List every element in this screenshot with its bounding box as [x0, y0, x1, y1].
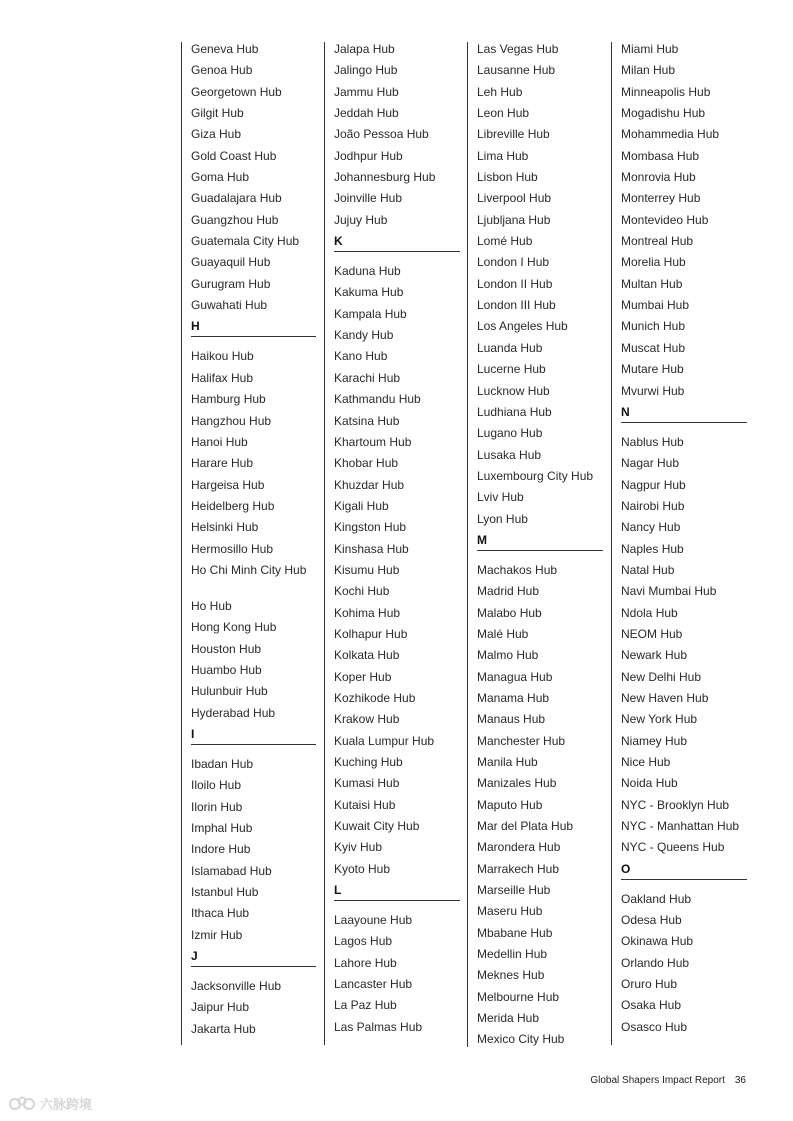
hub-list-item: Miami Hub: [621, 42, 679, 56]
hub-list-item: Malmo Hub: [477, 648, 539, 663]
hub-list-item: Marrakech Hub: [477, 861, 560, 876]
hub-list-item: Khobar Hub: [334, 456, 399, 471]
hub-column-1: [181, 42, 316, 1045]
section-letter-n: N: [621, 405, 747, 423]
hub-list-item: Georgetown Hub: [191, 84, 282, 99]
hub-list-item: Mvurwi Hub: [621, 383, 685, 398]
hub-list-item: Montreal Hub: [621, 234, 694, 249]
hub-list-item: Malé Hub: [477, 626, 529, 641]
hub-list-item: NYC - Brooklyn Hub: [621, 797, 730, 812]
watermark-logo-icon: [8, 1095, 36, 1113]
section-letter-i: I: [191, 727, 316, 745]
hub-list-item: Okinawa Hub: [621, 934, 694, 949]
hub-list-item: Guwahati Hub: [191, 298, 268, 313]
hub-list-item: Izmir Hub: [191, 927, 243, 942]
hub-list-item: Niamey Hub: [621, 733, 688, 748]
hub-list-item: Marondera Hub: [477, 840, 561, 855]
page-footer: [590, 1075, 746, 1086]
hub-list-item: Manama Hub: [477, 690, 550, 705]
hub-list-item: Gold Coast Hub: [191, 148, 277, 163]
hub-list-item: Los Angeles Hub: [477, 319, 568, 334]
hub-list-item: Hargeisa Hub: [191, 477, 265, 492]
hub-list-item: Ho Hub: [191, 598, 232, 613]
hub-list-item: Nice Hub: [621, 755, 671, 769]
hub-list-item: João Pessoa Hub: [334, 127, 429, 142]
hub-list-item: Morelia Hub: [621, 255, 686, 270]
hub-list-item: Machakos Hub: [477, 562, 558, 577]
hub-list-item: Jeddah Hub: [334, 106, 399, 121]
hub-list-item: Kuching Hub: [334, 755, 403, 769]
hub-list-item: London III Hub: [477, 298, 556, 313]
hub-list-item: Kutaisi Hub: [334, 797, 396, 812]
section-letter-o: O: [621, 862, 747, 880]
hub-list-item: Melbourne Hub: [477, 989, 560, 1004]
hub-list-item: Houston Hub: [191, 641, 262, 656]
hub-list-item: Guayaquil Hub: [191, 255, 271, 270]
hub-list-item: Malabo Hub: [477, 605, 542, 620]
hub-list-item: Lugano Hub: [477, 426, 543, 441]
hub-list-item: Maseru Hub: [477, 904, 543, 919]
hub-list-item: Lomé Hub: [477, 234, 533, 249]
hub-list-item: Lisbon Hub: [477, 170, 538, 185]
hub-list-item: Navi Mumbai Hub: [621, 584, 717, 599]
hub-list-item: Huambo Hub: [191, 662, 262, 677]
hub-list-item: Jaipur Hub: [191, 1000, 250, 1015]
hub-list-item: Leh Hub: [477, 84, 523, 99]
hub-list-item: Krakow Hub: [334, 712, 400, 727]
hub-list-item: Hangzhou Hub: [191, 413, 272, 428]
hub-list-item: Oruro Hub: [621, 977, 678, 992]
hub-list-item: Manizales Hub: [477, 776, 557, 791]
hub-list-item: Kinshasa Hub: [334, 541, 409, 556]
watermark-text: 六脉跨境: [40, 1097, 93, 1112]
hub-list-item: Lima Hub: [477, 148, 529, 163]
hub-list-item: Lancaster Hub: [334, 977, 413, 992]
hub-list-item: Jodhpur Hub: [334, 148, 403, 163]
hub-list-item: Nablus Hub: [621, 434, 684, 449]
hub-list-item: Liverpool Hub: [477, 191, 552, 206]
hub-list-item: Goma Hub: [191, 170, 250, 185]
page-number: 36: [734, 1075, 746, 1086]
hub-list-item: Joinville Hub: [334, 191, 403, 206]
hub-list-item: Hyderabad Hub: [191, 705, 276, 720]
hub-list-item: Gurugram Hub: [191, 276, 271, 291]
hub-list-item: Kozhikode Hub: [334, 690, 416, 705]
hub-list-item: Merida Hub: [477, 1011, 540, 1026]
hub-list-item: Jalingo Hub: [334, 63, 398, 78]
hub-list-item: Leon Hub: [477, 106, 530, 121]
hub-list-item: Mbabane Hub: [477, 925, 553, 940]
hub-list-item: Newark Hub: [621, 648, 688, 663]
hub-list-item: NYC - Manhattan Hub: [621, 819, 740, 834]
hub-list-item: Guadalajara Hub: [191, 191, 282, 206]
hub-list-item: Naples Hub: [621, 541, 684, 556]
hub-list-item: Jalapa Hub: [334, 42, 395, 56]
hub-list-item: Heidelberg Hub: [191, 498, 275, 513]
hub-list-item: Luanda Hub: [477, 340, 543, 355]
hub-list-item: Jammu Hub: [334, 84, 399, 99]
hub-list-item: Kathmandu Hub: [334, 392, 421, 407]
hub-list-item: Ljubljana Hub: [477, 212, 551, 227]
hub-list-item: Jujuy Hub: [334, 212, 388, 227]
hub-list-item: Iloilo Hub: [191, 778, 242, 793]
hub-list-item: Manila Hub: [477, 755, 538, 769]
hub-list-item: Imphal Hub: [191, 821, 253, 835]
hub-list-item: Minneapolis Hub: [621, 84, 711, 99]
hub-list-item: New Delhi Hub: [621, 669, 702, 684]
hub-list-item: Hanoi Hub: [191, 434, 248, 449]
hub-list-item: Helsinki Hub: [191, 520, 259, 535]
hub-list-item: Kumasi Hub: [334, 776, 400, 791]
hub-list-item: Monterrey Hub: [621, 191, 701, 206]
hub-list-item: Kigali Hub: [334, 498, 389, 513]
hub-list-item: Osasco Hub: [621, 1019, 688, 1034]
hub-list-item: Mogadishu Hub: [621, 106, 706, 121]
hub-list-item: Kuala Lumpur Hub: [334, 733, 435, 748]
hub-list-item: Kandy Hub: [334, 328, 394, 343]
hub-list-item: Kano Hub: [334, 349, 388, 364]
hub-list-item: Mohammedia Hub: [621, 127, 720, 142]
hub-list-item: Nairobi Hub: [621, 498, 685, 513]
hub-list-item: Kolhapur Hub: [334, 626, 408, 641]
hub-list-item: Kuwait City Hub: [334, 819, 420, 834]
hub-list-item: Lucerne Hub: [477, 362, 546, 377]
hub-list-item: Mar del Plata Hub: [477, 819, 574, 834]
hub-list-item: NEOM Hub: [621, 626, 683, 641]
hub-list-item: Mombasa Hub: [621, 148, 700, 163]
hub-list-item: Meknes Hub: [477, 968, 545, 983]
hub-list-item: Natal Hub: [621, 562, 675, 577]
hub-list-item: Luxembourg City Hub: [477, 468, 594, 483]
hub-list-item: Haikou Hub: [191, 349, 254, 364]
hub-list-item: Kyiv Hub: [334, 840, 383, 855]
hub-list-item: NYC - Queens Hub: [621, 840, 725, 855]
hub-list-item: Noida Hub: [621, 776, 678, 791]
hub-list-item: Monrovia Hub: [621, 170, 696, 185]
hub-list-item: Mexico City Hub: [477, 1032, 565, 1047]
hub-list-item: New York Hub: [621, 712, 698, 727]
watermark: [8, 1094, 92, 1113]
hub-list-item: Khartoum Hub: [334, 434, 412, 449]
hub-list-item: Kohima Hub: [334, 605, 401, 620]
report-title: Global Shapers Impact Report: [590, 1075, 725, 1086]
hub-list-item: Khuzdar Hub: [334, 477, 405, 492]
hub-list-item: Lahore Hub: [334, 955, 397, 970]
hub-list-item: Katsina Hub: [334, 413, 400, 428]
hub-list-item: Lucknow Hub: [477, 383, 550, 398]
hub-list-item: Hulunbuir Hub: [191, 684, 268, 699]
hub-list-item: Jakarta Hub: [191, 1021, 256, 1036]
hub-list-item: Lusaka Hub: [477, 447, 542, 462]
hub-list-item: Hamburg Hub: [191, 392, 266, 407]
hub-list-item: Munich Hub: [621, 319, 686, 334]
hub-list-item: Kampala Hub: [334, 306, 407, 321]
hub-column-2: [324, 42, 460, 1045]
hub-list-item: Geneva Hub: [191, 42, 259, 56]
hub-list-item: Osaka Hub: [621, 998, 682, 1013]
hub-list-item: Oakland Hub: [621, 891, 692, 906]
hub-column-3: [467, 42, 603, 1047]
hub-list-item: Lausanne Hub: [477, 63, 556, 78]
hub-list-item: Libreville Hub: [477, 127, 550, 142]
hub-list-item: Karachi Hub: [334, 370, 401, 385]
hub-list-item: Johannesburg Hub: [334, 170, 436, 185]
hub-list-item: Lyon Hub: [477, 511, 528, 526]
hub-list-item: Odesa Hub: [621, 913, 682, 928]
hub-list-item: Kochi Hub: [334, 584, 390, 599]
hub-list-item: London I Hub: [477, 255, 550, 270]
hub-list-item: Guatemala City Hub: [191, 234, 300, 249]
hub-list-item: Mutare Hub: [621, 362, 684, 377]
hub-list-item: Las Palmas Hub: [334, 1019, 423, 1034]
hub-column-4: [611, 42, 747, 1045]
hub-list-item: Manchester Hub: [477, 733, 566, 748]
hub-list-item: Jacksonville Hub: [191, 979, 282, 994]
hub-list-item: Nagar Hub: [621, 456, 680, 471]
hub-list-item: Laayoune Hub: [334, 913, 413, 928]
hub-list-item: Muscat Hub: [621, 340, 686, 355]
hub-list-item: Ludhiana Hub: [477, 404, 552, 419]
hub-list-item: Kyoto Hub: [334, 861, 391, 876]
hub-list-item: Ibadan Hub: [191, 756, 254, 771]
hub-list-item: Nancy Hub: [621, 520, 681, 535]
hub-list-item: Lviv Hub: [477, 490, 524, 505]
section-letter-j: J: [191, 949, 316, 967]
section-letter-m: M: [477, 533, 603, 551]
hub-list-item: Kingston Hub: [334, 520, 407, 535]
hub-list-item: La Paz Hub: [334, 998, 397, 1013]
hub-list-item: Guangzhou Hub: [191, 212, 279, 227]
section-letter-l: L: [334, 883, 460, 901]
hub-list-item: Nagpur Hub: [621, 477, 686, 492]
section-letter-h: H: [191, 319, 316, 337]
hub-list-item: Kolkata Hub: [334, 648, 400, 663]
hub-list-item: Milan Hub: [621, 63, 676, 78]
hub-list-item: Madrid Hub: [477, 584, 540, 599]
hub-list-item: Hong Kong Hub: [191, 620, 277, 635]
hub-list-item: Multan Hub: [621, 276, 683, 291]
hub-list-item: Istanbul Hub: [191, 885, 259, 900]
hub-list-item: Managua Hub: [477, 669, 553, 684]
hub-list-item: Maputo Hub: [477, 797, 543, 812]
hub-list-item: Orlando Hub: [621, 955, 690, 970]
hub-list-item: New Haven Hub: [621, 690, 709, 705]
hub-list-item: Gilgit Hub: [191, 106, 244, 121]
hub-list-item: Ho Chi Minh City Hub: [191, 562, 307, 577]
hub-list-item: Kakuma Hub: [334, 285, 404, 300]
hub-list-item: Las Vegas Hub: [477, 42, 559, 56]
hub-list-item: Medellin Hub: [477, 947, 548, 962]
hub-list-item: Ithaca Hub: [191, 906, 250, 921]
hub-list-item: Ndola Hub: [621, 605, 678, 620]
hub-list-item: Halifax Hub: [191, 370, 254, 385]
hub-list-item: Ilorin Hub: [191, 799, 243, 814]
hub-list-item: Mumbai Hub: [621, 298, 690, 313]
hub-list-item: Kisumu Hub: [334, 562, 400, 577]
hub-list-item: Hermosillo Hub: [191, 541, 274, 556]
hub-list-item: Genoa Hub: [191, 63, 253, 78]
hub-list-item: Kaduna Hub: [334, 264, 401, 279]
hub-list-item: Islamabad Hub: [191, 863, 272, 878]
hub-list-item: London II Hub: [477, 276, 553, 291]
hub-list-item: Koper Hub: [334, 669, 392, 684]
section-letter-k: K: [334, 234, 460, 252]
hub-list-item: Indore Hub: [191, 842, 251, 857]
hub-list-item: Manaus Hub: [477, 712, 546, 727]
hub-list-item: Harare Hub: [191, 456, 254, 471]
hub-list-item: Giza Hub: [191, 127, 242, 142]
hub-list-item: Lagos Hub: [334, 934, 393, 949]
hub-list-item: Marseille Hub: [477, 883, 551, 898]
hub-list-item: Montevideo Hub: [621, 212, 709, 227]
